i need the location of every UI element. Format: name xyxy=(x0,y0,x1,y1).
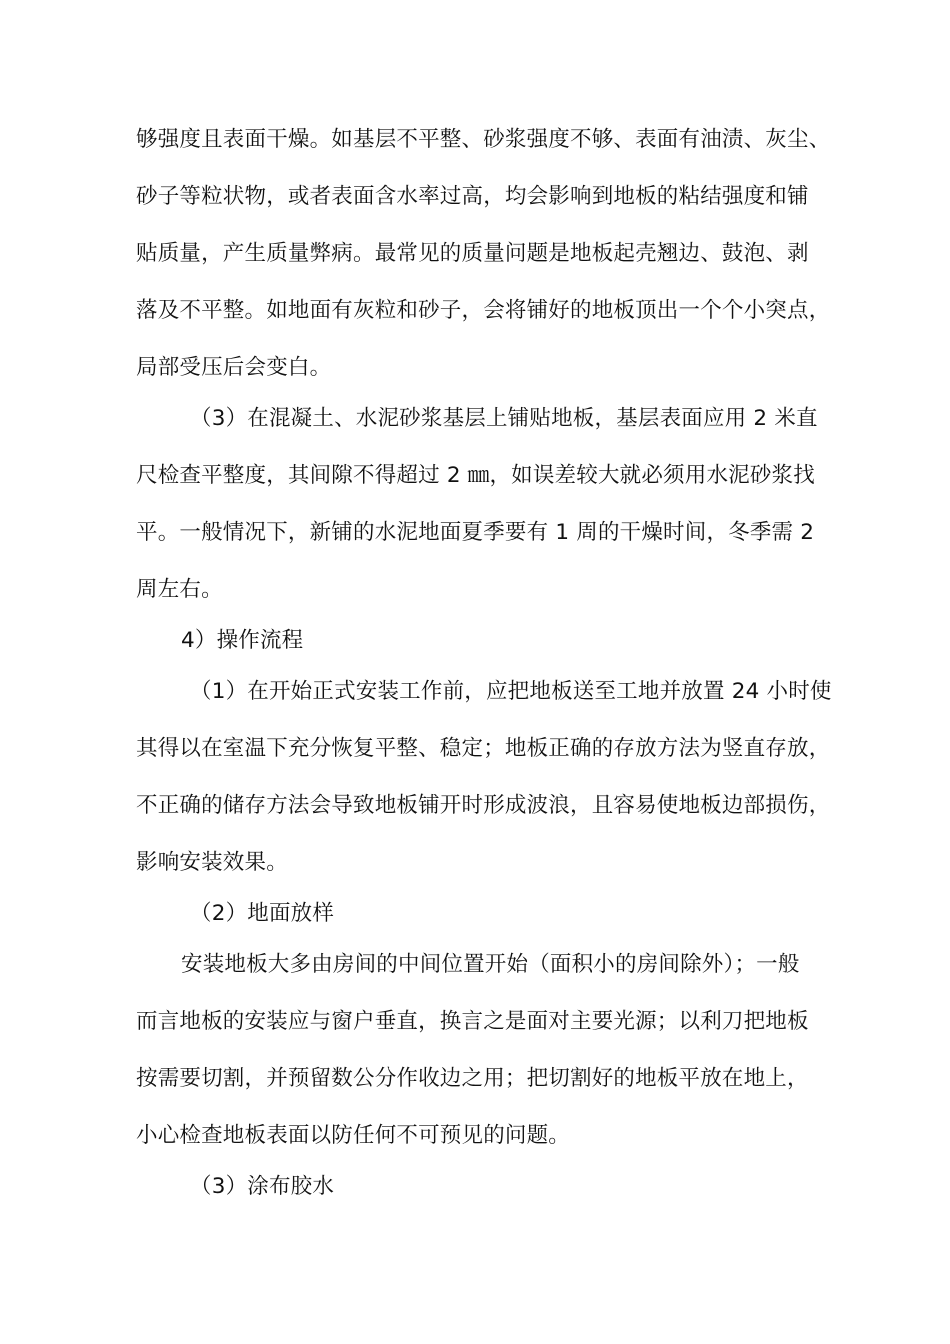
paragraph-line: 尺检查平整度，其间隙不得超过 2 ㎜，如误差较大就必须用水泥砂浆找 xyxy=(136,463,815,488)
paragraph-line: 够强度且表面干燥。如基层不平整、砂浆强度不够、表面有油渍、灰尘、 xyxy=(136,127,831,152)
paragraph-line: 其得以在室温下充分恢复平整、稳定；地板正确的存放方法为竖直存放， xyxy=(136,736,831,761)
paragraph-line: 平。一般情况下，新铺的水泥地面夏季要有 1 周的干燥时间，冬季需 2 xyxy=(136,520,815,545)
paragraph-line: 周左右。 xyxy=(136,577,223,602)
paragraph-line: 安装地板大多由房间的中间位置开始（面积小的房间除外）；一般 xyxy=(181,952,800,977)
paragraph-line: 影响安装效果。 xyxy=(136,850,288,875)
paragraph-line: （3）在混凝土、水泥砂浆基层上铺贴地板，基层表面应用 2 米直 xyxy=(190,406,818,431)
paragraph-line: 落及不平整。如地面有灰粒和砂子，会将铺好的地板顶出一个个小突点， xyxy=(136,298,831,323)
paragraph-line: （1）在开始正式安装工作前，应把地板送至工地并放置 24 小时使 xyxy=(190,679,832,704)
paragraph-line: 按需要切割，并预留数公分作收边之用；把切割好的地板平放在地上， xyxy=(136,1066,809,1091)
paragraph-line: 不正确的储存方法会导致地板铺开时形成波浪，且容易使地板边部损伤， xyxy=(136,793,831,818)
paragraph-line: 局部受压后会变白。 xyxy=(136,355,332,380)
paragraph-line: 砂子等粒状物，或者表面含水率过高，均会影响到地板的粘结强度和铺 xyxy=(136,184,809,209)
paragraph-line: 而言地板的安装应与窗户垂直，换言之是面对主要光源；以利刀把地板 xyxy=(136,1009,809,1034)
subsection-heading: （3）涂布胶水 xyxy=(190,1174,335,1199)
paragraph-line: 小心检查地板表面以防任何不可预见的问题。 xyxy=(136,1123,571,1148)
section-heading: 4）操作流程 xyxy=(181,628,304,653)
subsection-heading: （2）地面放样 xyxy=(190,901,335,926)
paragraph-line: 贴质量，产生质量弊病。最常见的质量问题是地板起壳翘边、鼓泡、剥 xyxy=(136,241,809,266)
